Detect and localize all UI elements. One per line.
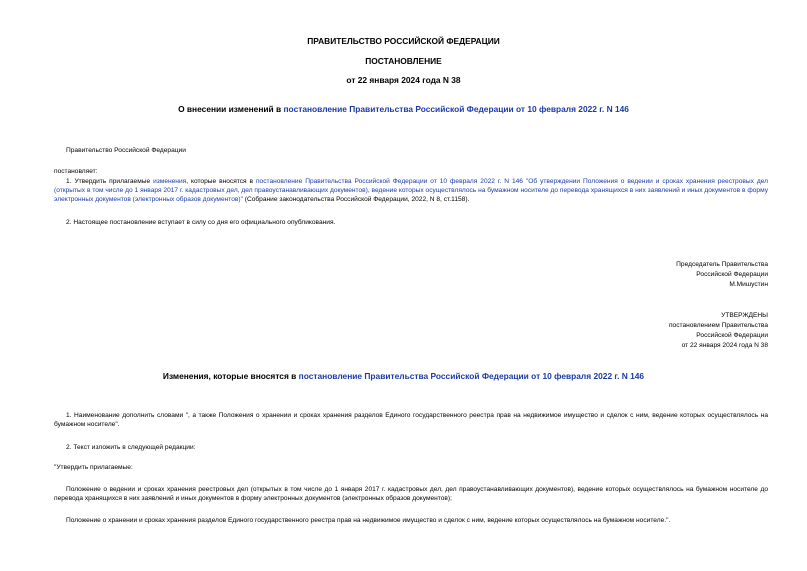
paragraph-1-start: 1. Утвердить прилагаемые [66, 178, 154, 185]
issuer-text: Правительство Российской Федерации [66, 147, 186, 154]
title-link[interactable]: постановление Правительства Российской Федерации от 10 февраля 2022 г. N 146 [283, 104, 629, 114]
resolves-text: постановляет: [54, 168, 98, 175]
changes-title-prefix: Изменения, которые вносятся в [162, 371, 299, 381]
approval-line-3: Российской Федерации [696, 332, 768, 339]
change-item-5: Положение о хранении и сроках хранения разделов Единого государственного реестра прав на недвижимое имущество и сделок с ним, ведение которых осуществлялось на бумажном носителе.". [66, 517, 671, 524]
signature-name: М.Мишустин [729, 281, 768, 288]
approval-line-4: от 22 января 2024 года N 38 [681, 342, 768, 349]
resolution-146-link[interactable]: постановление Правительства Российской Федерации от 10 февраля 2022 г. N 146 "Об утверждении Положения о ведении и сроках хранения реестровых дел (открытых в том числе до 1 января 2017 г. кадастровых дел, дел правоустанавливающих документов), ведение которых осуществлялось на бумажном носителе до перевода хранящихся в них заявлений и иных документов в форму электронных документов (электронных образов документов)" [54, 178, 768, 203]
changes-title [0, 372, 807, 381]
changes-link[interactable]: изменения [153, 178, 187, 185]
paragraph-2: 2. Настоящее постановление вступает в силу со дня его официального опубликования. [66, 219, 336, 226]
paragraph-1-middle: , которые вносятся в [186, 178, 256, 185]
paragraph-1 [54, 177, 768, 204]
document-type: ПОСТАНОВЛЕНИЕ [365, 56, 442, 66]
change-item-2: 2. Текст изложить в следующей редакции: [66, 444, 196, 451]
document-title-prefix: О внесении изменений в [178, 104, 284, 114]
signature-position: Председатель Правительства [676, 261, 768, 268]
changes-title-link[interactable]: постановление Правительства Российской Федерации от 10 февраля 2022 г. N 146 [298, 371, 645, 381]
change-item-1: 1. Наименование дополнить словами ", а также Положения о хранении и сроках хранения разделов Единого государственного реестра прав на недвижимое имущество и сделок с ним, ведение которых осуществлялось на бумажном носителе". [54, 412, 768, 428]
paragraph-1-end: (Собрание законодательства Российской Федерации, 2022, N 8, ст.1158). [242, 196, 470, 203]
document-title [0, 105, 807, 114]
change-item-3: "Утвердить прилагаемые: [54, 464, 133, 471]
document-date-number: от 22 января 2024 года N 38 [346, 75, 461, 85]
government-heading: ПРАВИТЕЛЬСТВО РОССИЙСКОЙ ФЕДЕРАЦИИ [307, 36, 500, 46]
change-item-4: Положение о ведении и сроках хранения реестровых дел (открытых в том числе до 1 января 2017 г. кадастровых дел, дел правоустанавливающих документов), ведение которых осуществлялось на бумажном носителе до перевода хранящихся в них заявлений и иных документов в форму электронных документов (электронных образов документов); [54, 486, 768, 502]
approval-line-2: постановлением Правительства [668, 322, 768, 329]
signature-organization: Российской Федерации [696, 271, 768, 278]
approval-heading: УТВЕРЖДЕНЫ [721, 312, 768, 319]
